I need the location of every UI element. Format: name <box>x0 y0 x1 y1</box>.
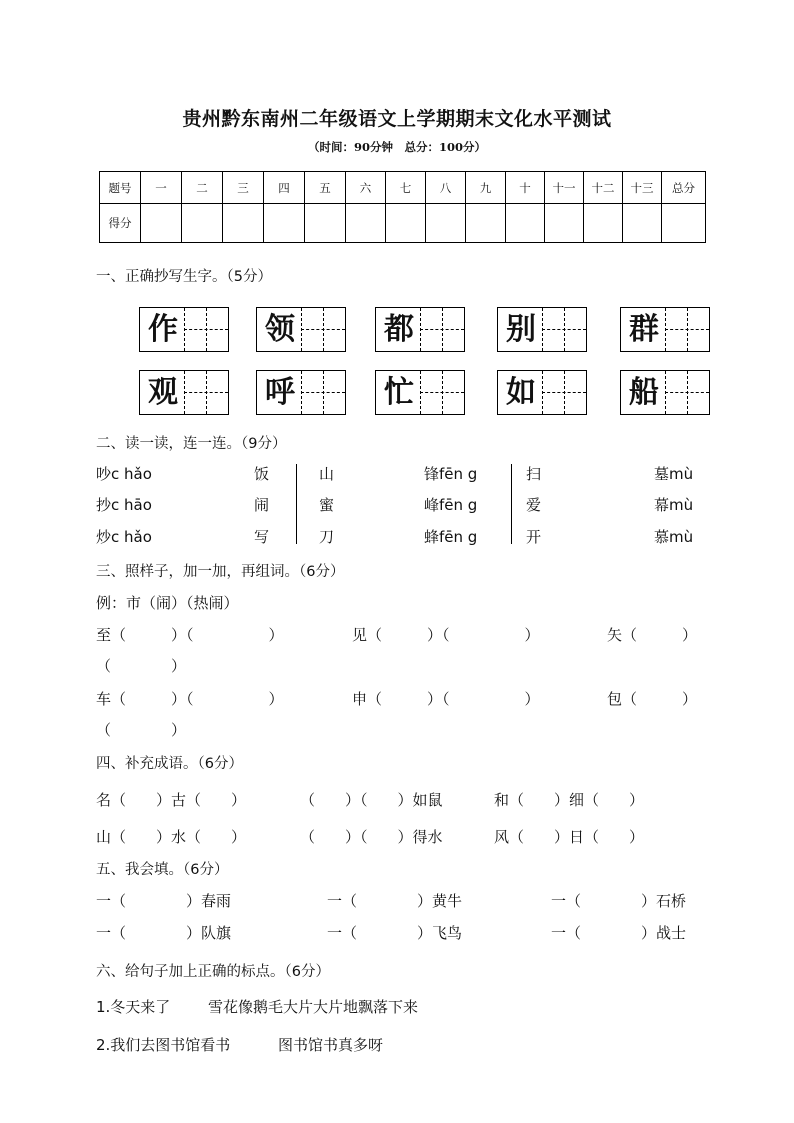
measure-word-blank[interactable]: 一（ ）飞鸟 <box>327 924 463 942</box>
idiom-blank[interactable]: 名（ ）古（ ） <box>96 791 247 809</box>
section3-heading: 三、照样子，加一加，再组词。（6分） <box>96 564 345 580</box>
grid-char: 船 <box>629 375 659 410</box>
grid-char: 观 <box>148 375 178 410</box>
measure-word-blank[interactable]: 一（ ）战士 <box>551 924 687 942</box>
grid-char: 群 <box>629 312 659 347</box>
score-input-cell[interactable] <box>426 204 466 243</box>
grid-char: 如 <box>506 375 536 410</box>
grid-char: 作 <box>148 312 178 347</box>
fill-blank[interactable]: 至（ ）（ ） <box>96 626 284 644</box>
word-item: 开 <box>526 528 542 546</box>
page-title: 贵州黔东南州二年级语文上学期期末文化水平测试 <box>182 108 612 130</box>
fill-blank[interactable]: 见（ ）（ ） <box>352 626 540 644</box>
score-input-cell[interactable] <box>264 204 305 243</box>
word-item: 闹 <box>254 496 270 514</box>
idiom-blank[interactable]: 山（ ）水（ ） <box>96 828 247 846</box>
score-header-cell: 总分 <box>662 172 706 204</box>
writing-grid[interactable] <box>497 370 587 415</box>
pinyin-item: 锋fēn g <box>424 465 478 483</box>
score-input-cell[interactable] <box>223 204 264 243</box>
score-header-cell: 十 <box>506 172 545 204</box>
section5-heading: 五、我会填。（6分） <box>96 862 229 878</box>
score-header-cell: 十一 <box>545 172 584 204</box>
word-item: 写 <box>254 528 270 546</box>
sentence-part: 2.我们去图书馆看书 <box>96 1036 231 1054</box>
word-item: 蜜 <box>319 496 335 514</box>
pinyin-item: 蜂fēn g <box>424 528 478 546</box>
idiom-blank[interactable]: 风（ ）日（ ） <box>494 828 645 846</box>
writing-grid[interactable] <box>375 370 465 415</box>
idiom-blank[interactable]: （ ）（ ）如鼠 <box>300 791 443 809</box>
score-input-cell[interactable] <box>466 204 506 243</box>
writing-grid[interactable] <box>497 307 587 352</box>
fill-blank[interactable]: 申（ ）（ ） <box>352 690 540 708</box>
fill-blank[interactable]: 包（ ） <box>607 690 698 708</box>
score-header-cell: 九 <box>466 172 506 204</box>
score-header-cell: 二 <box>182 172 223 204</box>
word-item: 扫 <box>526 465 542 483</box>
score-input-cell[interactable] <box>305 204 346 243</box>
score-header-cell: 一 <box>141 172 182 204</box>
idiom-blank[interactable]: （ ）（ ）得水 <box>300 828 443 846</box>
pinyin-item: 吵c hǎo <box>96 465 152 483</box>
score-header-cell: 题号 <box>100 172 141 204</box>
section4-heading: 四、补充成语。（6分） <box>96 756 243 772</box>
pinyin-item: 峰fēn g <box>424 496 478 514</box>
fill-blank[interactable]: 矢（ ） <box>607 626 698 644</box>
measure-word-blank[interactable]: 一（ ）黄牛 <box>327 892 463 910</box>
grid-char: 忙 <box>384 375 414 410</box>
score-input-cell[interactable] <box>662 204 706 243</box>
score-input-cell[interactable] <box>623 204 662 243</box>
measure-word-blank[interactable]: 一（ ）石桥 <box>551 892 687 910</box>
score-input-cell[interactable] <box>584 204 623 243</box>
page-subtitle: （时间：90分钟 总分：100分） <box>307 140 486 154</box>
score-header-cell: 三 <box>223 172 264 204</box>
example-line: 例：市（闹）（热闹） <box>96 594 239 612</box>
writing-grid[interactable] <box>139 370 229 415</box>
score-input-cell[interactable] <box>346 204 386 243</box>
sentence-part: 图书馆书真多呀 <box>278 1036 384 1054</box>
writing-grid[interactable] <box>139 307 229 352</box>
writing-grid[interactable] <box>375 307 465 352</box>
measure-word-blank[interactable]: 一（ ）春雨 <box>96 892 232 910</box>
writing-grid[interactable] <box>620 370 710 415</box>
pinyin-item: 墓mù <box>654 465 694 483</box>
score-header-cell: 五 <box>305 172 346 204</box>
word-item: 刀 <box>319 528 335 546</box>
score-input-cell[interactable] <box>182 204 223 243</box>
column-divider <box>511 464 512 544</box>
pinyin-item: 炒c hǎo <box>96 528 152 546</box>
fill-blank[interactable]: （ ） <box>96 721 187 739</box>
writing-grid[interactable] <box>256 370 346 415</box>
score-table <box>99 171 706 243</box>
fill-blank[interactable]: （ ） <box>96 657 187 675</box>
section6-heading: 六、给句子加上正确的标点。（6分） <box>96 964 330 980</box>
column-divider <box>296 464 297 544</box>
score-header-cell: 四 <box>264 172 305 204</box>
word-item: 山 <box>319 465 335 483</box>
score-input-cell[interactable] <box>386 204 426 243</box>
score-header-cell: 八 <box>426 172 466 204</box>
pinyin-item: 幕mù <box>654 496 694 514</box>
measure-word-blank[interactable]: 一（ ）队旗 <box>96 924 232 942</box>
grid-char: 别 <box>506 312 536 347</box>
grid-char: 呼 <box>265 375 295 410</box>
writing-grid[interactable] <box>620 307 710 352</box>
sentence-part: 1.冬天来了 <box>96 998 171 1016</box>
writing-grid[interactable] <box>256 307 346 352</box>
score-input-cell[interactable] <box>545 204 584 243</box>
section1-heading: 一、正确抄写生字。（5分） <box>96 269 272 285</box>
grid-char: 都 <box>384 312 414 347</box>
idiom-blank[interactable]: 和（ ）细（ ） <box>494 791 645 809</box>
grid-char: 领 <box>265 312 295 347</box>
word-item: 饭 <box>254 465 270 483</box>
section2-heading: 二、读一读，连一连。（9分） <box>96 436 287 452</box>
score-header-cell: 十二 <box>584 172 623 204</box>
fill-blank[interactable]: 车（ ）（ ） <box>96 690 284 708</box>
word-item: 爱 <box>526 496 542 514</box>
score-input-cell[interactable] <box>141 204 182 243</box>
score-header-cell: 六 <box>346 172 386 204</box>
score-header-cell: 十三 <box>623 172 662 204</box>
pinyin-item: 慕mù <box>654 528 694 546</box>
pinyin-item: 抄c hāo <box>96 496 152 514</box>
score-row-label: 得分 <box>100 204 141 243</box>
sentence-part: 雪花像鹅毛大片大片地飘落下来 <box>208 998 419 1016</box>
score-input-cell[interactable] <box>506 204 545 243</box>
score-header-cell: 七 <box>386 172 426 204</box>
